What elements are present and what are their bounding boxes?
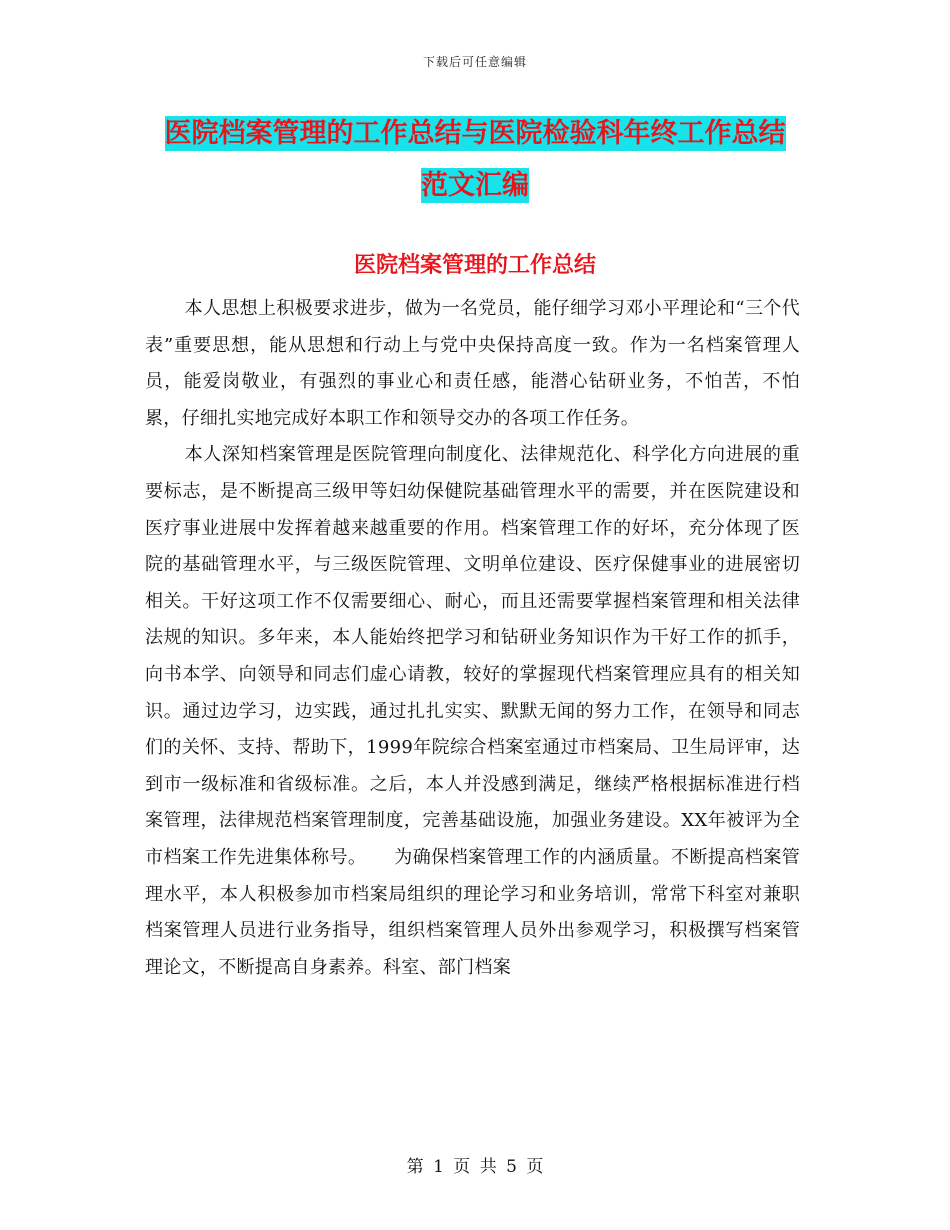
document-title-line-1: 医院档案管理的工作总结与医院检验科年终工作总结 [164, 118, 786, 149]
page-header-note: 下载后可任意编辑 [422, 55, 527, 69]
document-title [0, 108, 950, 212]
paragraph: 本人思想上积极要求进步，做为一名党员，能仔细学习邓小平理论和“三个代表”重要思想，能从思想和行动上与党中央保持高度一致。作为一名档案管理人员，能爱岗敬业，有强烈的事业心和责任感，能潜心钻研业务，不怕苦，不怕累，仔细扎实地完成好本职工作和领导交办的各项工作任务。 [145, 298, 800, 429]
document-title-line-2: 范文汇编 [421, 170, 529, 201]
section-heading: 医院档案管理的工作总结 [353, 253, 596, 278]
body-text [145, 291, 800, 986]
page-number-footer: 第 1 页 共 5 页 [406, 1157, 544, 1177]
paragraph: 本人深知档案管理是医院管理向制度化、法律规范化、科学化方向进展的重要标志，是不断提高三级甲等妇幼保健院基础管理水平的需要，并在医院建设和医疗事业进展中发挥着越来越重要的作用。档案管理工作的好坏，充分体现了医院的基础管理水平，与三级医院管理、文明单位建设、医疗保健事业的进展密切相关。干好这项工作不仅需要细心、耐心，而且还需要掌握档案管理和相关法律法规的知识。多年来，本人能始终把学习和钻研业务知识作为干好工作的抓手，向书本学、向领导和同志们虚心请教，较好的掌握现代档案管理应具有的相关知识。通过边学习，边实践，通过扎扎实实、默默无闻的努力工作，在领导和同志们的关怀、支持、帮助下，1999年院综合档案室通过市档案局、卫生局评审，达到市一级标准和省级标准。之后，本人并没感到满足，继续严格根据标准进行档案管理，法律规范档案管理制度，完善基础设施，加强业务建设。XX年被评为全市档案工作先进集体称号。 为确保档案管理工作的内涵质量。不断提高档案管理水平，本人积极参加市档案局组织的理论学习和业务培训，常常下科室对兼职档案管理人员进行业务指导，组织档案管理人员外出参观学习，积极撰写档案管理论文，不断提高自身素养。科室、部门档案 [145, 444, 800, 978]
